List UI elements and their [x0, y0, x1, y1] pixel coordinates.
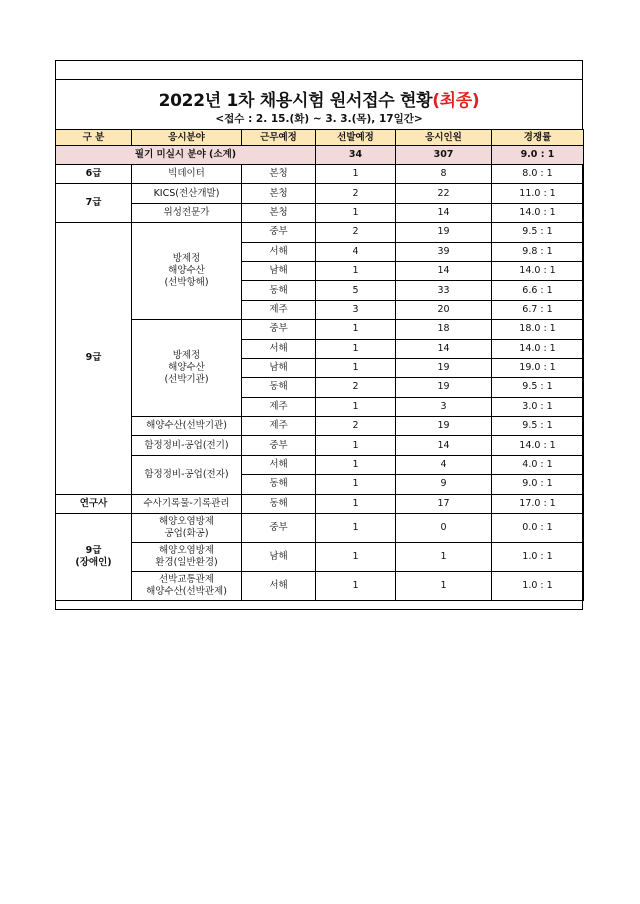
field-cell: 함정정비-공업(전자) — [132, 455, 242, 494]
application-status-table — [55, 129, 584, 601]
field-line: 해양수산 — [168, 362, 205, 374]
field-cell: 함정정비-공업(전기) — [132, 436, 242, 455]
applicants-cell: 0 — [396, 514, 492, 543]
applicants-cell: 20 — [396, 300, 492, 319]
field-cell: 빅데이터 — [132, 165, 242, 184]
field-cell: 수사기록물-기록관리 — [132, 494, 242, 513]
location-cell: 동해 — [242, 281, 316, 300]
summary-ratio: 9.0 : 1 — [492, 146, 584, 165]
field-line: (선박항해) — [164, 277, 209, 289]
ratio-cell: 9.5 : 1 — [492, 417, 584, 436]
selected-cell: 1 — [316, 339, 396, 358]
selected-cell: 1 — [316, 165, 396, 184]
field-line: 해양오염방제 — [158, 545, 215, 557]
header-selected: 선발예정 — [316, 130, 396, 146]
field-line: 선박교통관제 — [158, 574, 215, 586]
group-researcher: 연구사 — [56, 494, 132, 513]
applicants-cell: 17 — [396, 494, 492, 513]
title-main: 2022년 1차 채용시험 원서접수 현황 — [158, 91, 433, 111]
selected-cell: 2 — [316, 378, 396, 397]
table-row — [56, 572, 584, 601]
summary-selected: 34 — [316, 146, 396, 165]
field-cell: 위성전문가 — [132, 203, 242, 222]
header-ratio: 경쟁률 — [492, 130, 584, 146]
location-cell: 본청 — [242, 165, 316, 184]
location-cell: 서해 — [242, 242, 316, 261]
group-grade-9-disabled — [56, 514, 132, 601]
applicants-cell: 9 — [396, 475, 492, 494]
field-line: 해양수산(선박관제) — [146, 586, 227, 598]
table-row — [56, 223, 584, 242]
table-row — [56, 184, 584, 203]
ratio-cell: 17.0 : 1 — [492, 494, 584, 513]
field-line: 해양수산 — [168, 265, 205, 277]
page-title — [56, 86, 582, 111]
header-location: 근무예정 — [242, 130, 316, 146]
field-cell: 해양수산(선박기관) — [132, 417, 242, 436]
selected-cell: 1 — [316, 475, 396, 494]
ratio-cell: 1.0 : 1 — [492, 543, 584, 572]
group-grade-6: 6급 — [56, 165, 132, 184]
field-line: 방제정 — [172, 253, 201, 265]
selected-cell: 3 — [316, 300, 396, 319]
ratio-cell: 19.0 : 1 — [492, 358, 584, 377]
location-cell: 중부 — [242, 320, 316, 339]
ratio-cell: 8.0 : 1 — [492, 165, 584, 184]
location-cell: 동해 — [242, 494, 316, 513]
applicants-cell: 4 — [396, 455, 492, 474]
selected-cell: 2 — [316, 223, 396, 242]
ratio-cell: 11.0 : 1 — [492, 184, 584, 203]
applicants-cell: 1 — [396, 572, 492, 601]
ratio-cell: 9.5 : 1 — [492, 378, 584, 397]
selected-cell: 2 — [316, 417, 396, 436]
title-accent: (최종) — [432, 91, 480, 111]
selected-cell: 1 — [316, 572, 396, 601]
table-row — [56, 417, 584, 436]
group-grade-7: 7급 — [56, 184, 132, 223]
ratio-cell: 6.7 : 1 — [492, 300, 584, 319]
applicants-cell: 1 — [396, 543, 492, 572]
applicants-cell: 19 — [396, 223, 492, 242]
location-cell: 본청 — [242, 184, 316, 203]
applicants-cell: 39 — [396, 242, 492, 261]
selected-cell: 5 — [316, 281, 396, 300]
location-cell: 서해 — [242, 455, 316, 474]
selected-cell: 1 — [316, 358, 396, 377]
location-cell: 서해 — [242, 572, 316, 601]
summary-label: 필기 미실시 분야 (소계) — [56, 146, 316, 165]
field-navigation — [132, 223, 242, 320]
group-line: (장애인) — [75, 557, 112, 569]
ratio-cell: 14.0 : 1 — [492, 436, 584, 455]
applicants-cell: 18 — [396, 320, 492, 339]
ratio-cell: 9.5 : 1 — [492, 223, 584, 242]
selected-cell: 1 — [316, 261, 396, 280]
applicants-cell: 14 — [396, 436, 492, 455]
ratio-cell: 1.0 : 1 — [492, 572, 584, 601]
applicants-cell: 22 — [396, 184, 492, 203]
ratio-cell: 3.0 : 1 — [492, 397, 584, 416]
ratio-cell: 9.0 : 1 — [492, 475, 584, 494]
ratio-cell: 4.0 : 1 — [492, 455, 584, 474]
table-row — [56, 494, 584, 513]
table-row — [56, 436, 584, 455]
field-engineering — [132, 320, 242, 417]
location-cell: 중부 — [242, 436, 316, 455]
applicants-cell: 3 — [396, 397, 492, 416]
top-strip — [56, 61, 582, 80]
applicants-cell: 14 — [396, 339, 492, 358]
field-cell — [132, 514, 242, 543]
summary-applicants: 307 — [396, 146, 492, 165]
selected-cell: 1 — [316, 455, 396, 474]
selected-cell: 1 — [316, 203, 396, 222]
table-row — [56, 455, 584, 474]
applicants-cell: 14 — [396, 203, 492, 222]
table-row — [56, 320, 584, 339]
ratio-cell: 14.0 : 1 — [492, 203, 584, 222]
applicants-cell: 14 — [396, 261, 492, 280]
location-cell: 중부 — [242, 223, 316, 242]
ratio-cell: 0.0 : 1 — [492, 514, 584, 543]
location-cell: 제주 — [242, 417, 316, 436]
applicants-cell: 8 — [396, 165, 492, 184]
field-line: 방제정 — [172, 350, 201, 362]
location-cell: 동해 — [242, 475, 316, 494]
selected-cell: 1 — [316, 320, 396, 339]
field-line: 환경(일반환경) — [155, 557, 218, 569]
applicants-cell: 19 — [396, 378, 492, 397]
field-cell: KICS(전산개발) — [132, 184, 242, 203]
table-row — [56, 543, 584, 572]
selected-cell: 1 — [316, 543, 396, 572]
summary-row — [56, 146, 584, 165]
applicants-cell: 19 — [396, 417, 492, 436]
location-cell: 제주 — [242, 300, 316, 319]
ratio-cell: 14.0 : 1 — [492, 339, 584, 358]
location-cell: 중부 — [242, 514, 316, 543]
applicants-cell: 19 — [396, 358, 492, 377]
period-subtitle: <접수 : 2. 15.(화) ~ 3. 3.(목), 17일간> — [215, 113, 423, 125]
document-frame — [55, 60, 583, 610]
location-cell: 제주 — [242, 397, 316, 416]
field-cell — [132, 543, 242, 572]
table-row — [56, 514, 584, 543]
selected-cell: 2 — [316, 184, 396, 203]
group-grade-9: 9급 — [56, 223, 132, 494]
header-applicants: 응시인원 — [396, 130, 492, 146]
location-cell: 동해 — [242, 378, 316, 397]
ratio-cell: 6.6 : 1 — [492, 281, 584, 300]
location-cell: 본청 — [242, 203, 316, 222]
location-cell: 남해 — [242, 543, 316, 572]
selected-cell: 1 — [316, 494, 396, 513]
ratio-cell: 18.0 : 1 — [492, 320, 584, 339]
ratio-cell: 9.8 : 1 — [492, 242, 584, 261]
header-row — [56, 130, 584, 146]
header-field: 응시분야 — [132, 130, 242, 146]
field-line: (선박기관) — [164, 374, 209, 386]
field-cell — [132, 572, 242, 601]
table-row — [56, 203, 584, 222]
location-cell: 남해 — [242, 261, 316, 280]
applicants-cell: 33 — [396, 281, 492, 300]
selected-cell: 1 — [316, 436, 396, 455]
location-cell: 서해 — [242, 339, 316, 358]
ratio-cell: 14.0 : 1 — [492, 261, 584, 280]
group-line: 9급 — [85, 545, 102, 557]
table-row — [56, 165, 584, 184]
field-line: 공업(화공) — [164, 528, 209, 540]
selected-cell: 1 — [316, 514, 396, 543]
field-line: 해양오염방제 — [158, 516, 215, 528]
location-cell: 남해 — [242, 358, 316, 377]
header-category: 구 분 — [56, 130, 132, 146]
selected-cell: 1 — [316, 397, 396, 416]
selected-cell: 4 — [316, 242, 396, 261]
